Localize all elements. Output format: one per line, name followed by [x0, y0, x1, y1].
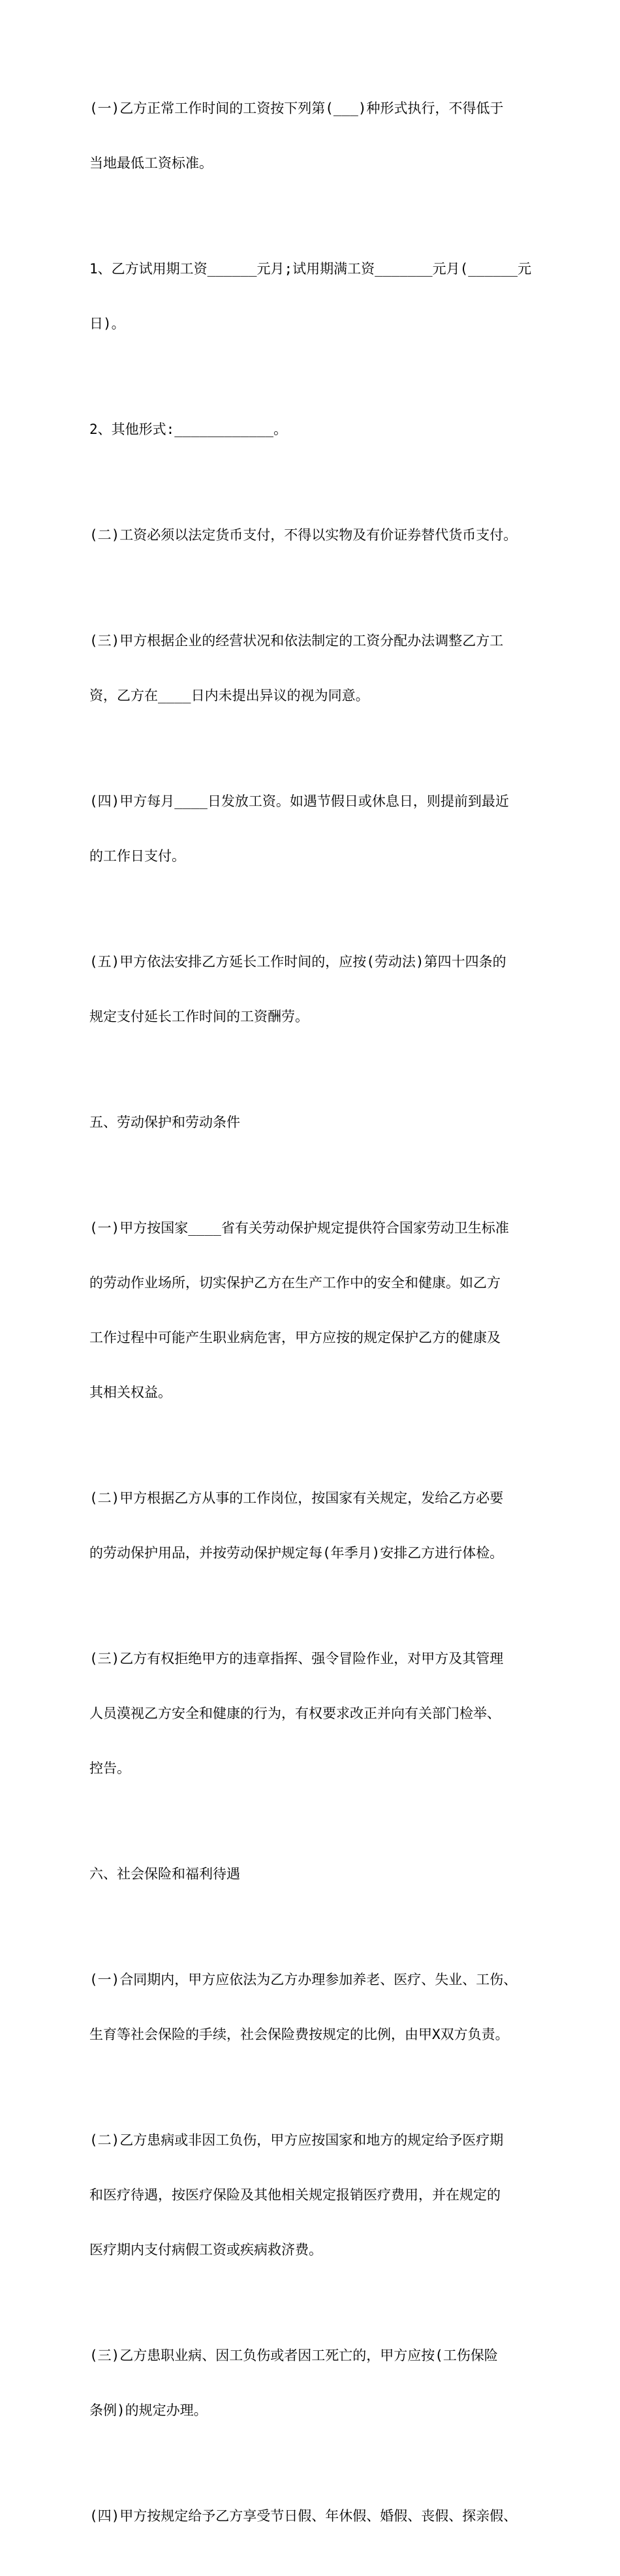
- text-line: 医疗期内支付病假工资或疾病救济费。: [89, 2242, 322, 2258]
- paragraph-right-to-refuse: [89, 1613, 540, 1814]
- text-line: 生育等社会保险的手续，社会保险费按规定的比例，由甲X双方负责。: [89, 2027, 509, 2042]
- paragraph-insurance-enrollment: [89, 1934, 540, 2080]
- text-line: (三)乙方患职业病、因工负伤或者因工死亡的，甲方应按(工伤保险: [89, 2348, 498, 2363]
- paragraph-protective-equipment: [89, 1452, 540, 1599]
- text-line: (一)乙方正常工作时间的工资按下列第(___)种形式执行，不得低于: [89, 100, 504, 116]
- text-line: 和医疗待遇，按医疗保险及其他相关规定报销医疗费用，并在规定的: [89, 2187, 501, 2203]
- paragraph-work-injury: [89, 2310, 540, 2456]
- section-heading: 六、社会保险和福利待遇: [89, 1866, 240, 1882]
- text-line: (二)甲方根据乙方从事的工作岗位，按国家有关规定，发给乙方必要: [89, 1490, 504, 1506]
- paragraph-workplace-safety: [89, 1182, 540, 1438]
- text-line: 资，乙方在____日内未提出异议的视为同意。: [89, 688, 369, 703]
- paragraph-holidays: [89, 2470, 540, 2562]
- document-page: [89, 63, 540, 2576]
- text-line: (三)甲方根据企业的经营状况和依法制定的工资分配办法调整乙方工: [89, 633, 504, 649]
- text-line: 当地最低工资标准。: [89, 155, 213, 171]
- paragraph-wage-form: [89, 63, 540, 209]
- section-heading-social-insurance: [89, 1828, 540, 1920]
- text-line: (二)乙方患病或非因工负伤，甲方应按国家和地方的规定给予医疗期: [89, 2132, 504, 2148]
- text-line: 2、其他形式:____________。: [89, 422, 288, 437]
- text-line: (五)甲方依法安排乙方延长工作时间的，应按(劳动法)第四十四条的: [89, 954, 506, 970]
- text-line: 日)。: [89, 316, 125, 331]
- text-line: 工作过程中可能产生职业病危害，甲方应按的规定保护乙方的健康及: [89, 1330, 501, 1345]
- paragraph-overtime-pay: [89, 916, 540, 1062]
- text-line: (四)甲方每月____日发放工资。如遇节假日或休息日，则提前到最近: [89, 793, 509, 809]
- text-line: (四)甲方按规定给予乙方享受节日假、年休假、婚假、丧假、探亲假、: [89, 2508, 518, 2524]
- paragraph-sick-leave: [89, 2094, 540, 2295]
- text-line: (三)乙方有权拒绝甲方的违章指挥、强令冒险作业，对甲方及其管理: [89, 1651, 504, 1666]
- text-line: (一)甲方按国家____省有关劳动保护规定提供符合国家劳动卫生标准: [89, 1220, 509, 1236]
- section-heading-labor-protection: [89, 1077, 540, 1168]
- text-line: 条例)的规定办理。: [89, 2402, 208, 2418]
- section-heading: 五、劳动保护和劳动条件: [89, 1114, 240, 1130]
- text-line: 的劳动保护用品，并按劳动保护规定每(年季月)安排乙方进行体检。: [89, 1545, 504, 1561]
- paragraph-wage-adjustment: [89, 595, 540, 741]
- text-line: (二)工资必须以法定货币支付，不得以实物及有价证券替代货币支付。: [89, 527, 518, 543]
- text-line: (一)合同期内，甲方应依法为乙方办理参加养老、医疗、失业、工伤、: [89, 1972, 518, 1987]
- text-line: 人员漠视乙方安全和健康的行为，有权要求改正并向有关部门检举、: [89, 1706, 501, 1721]
- text-line: 规定支付延长工作时间的工资酬劳。: [89, 1009, 309, 1024]
- paragraph-other-form: [89, 384, 540, 475]
- text-line: 1、乙方试用期工资______元月;试用期满工资_______元月(______元: [89, 261, 532, 277]
- text-line: 其相关权益。: [89, 1385, 172, 1400]
- text-line: 的工作日支付。: [89, 848, 185, 864]
- text-line: 控告。: [89, 1760, 131, 1776]
- paragraph-probation-wage: [89, 223, 540, 369]
- paragraph-payday: [89, 756, 540, 902]
- paragraph-legal-currency: [89, 489, 540, 581]
- text-line: 的劳动作业场所，切实保护乙方在生产工作中的安全和健康。如乙方: [89, 1275, 501, 1291]
